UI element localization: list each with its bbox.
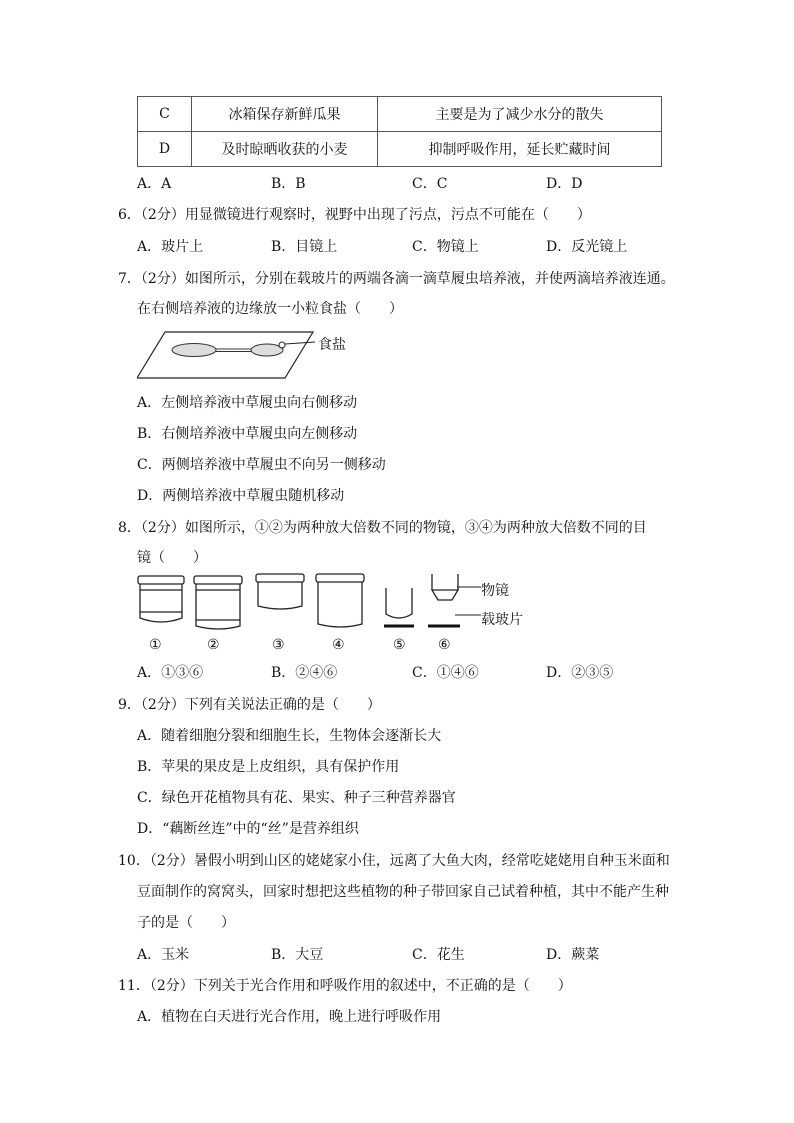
q10-stem-line1: 10．（2分）暑假小明到山区的姥姥家小住，远离了大鱼大肉，经常吃姥姥用自种玉米面和 xyxy=(118,853,670,869)
q11-stem: 11．（2分）下列关于光合作用和呼吸作用的叙述中，不正确的是（ ） xyxy=(118,978,572,994)
table-cell: D xyxy=(138,132,192,167)
slide-label: 载玻片 xyxy=(481,612,523,628)
table-cell: 冰箱保存新鲜瓜果 xyxy=(192,97,378,132)
q9-option-d: D．“藕断丝连”中的“丝”是营养组织 xyxy=(137,821,359,837)
q8-stem-line1: 8．（2分）如图所示，①②为两种放大倍数不同的物镜，③④为两种放大倍数不同的目 xyxy=(118,520,647,536)
q8-option-c: C．①④⑥ xyxy=(412,665,479,681)
q10-stem-line3: 子的是（ ） xyxy=(137,915,235,931)
q6-option-a: A．玻片上 xyxy=(137,239,204,255)
q10-option-a: A．玉米 xyxy=(137,947,190,963)
q9-stem: 9．（2分）下列有关说法正确的是（ ） xyxy=(118,697,381,713)
q9-option-a: A．随着细胞分裂和细胞生长，生物体会逐渐长大 xyxy=(137,728,442,744)
q6-option-b: B．目镜上 xyxy=(271,239,338,255)
q6-stem: 6．（2分）用显微镜进行观察时，视野中出现了污点，污点不可能在（ ） xyxy=(118,207,591,223)
q10-stem-line2: 豆面制作的窝窝头，回家时想把这些植物的种子带回家自己试着种植，其中不能产生种 xyxy=(137,884,669,900)
q10-option-d: D．蕨菜 xyxy=(546,947,600,963)
q9-option-c: C．绿色开花植物具有花、果实、种子三种营养器官 xyxy=(137,790,456,806)
answer-table xyxy=(137,96,662,167)
table-row xyxy=(138,97,662,132)
objective-label: 物镜 xyxy=(481,583,509,599)
figure-label-3: ③ xyxy=(272,637,285,653)
figure-label-5: ⑤ xyxy=(393,637,406,653)
q6-option-c: C．物镜上 xyxy=(412,239,479,255)
q5-option-b: B．B xyxy=(271,176,306,192)
q11-option-a: A．植物在白天进行光合作用，晚上进行呼吸作用 xyxy=(137,1009,442,1025)
figure-label-2: ② xyxy=(207,637,220,653)
figure-label-1: ① xyxy=(149,637,162,653)
q6-option-d: D．反光镜上 xyxy=(546,239,628,255)
q7-option-d: D．两侧培养液中草履虫随机移动 xyxy=(137,488,345,504)
figure-leader-lines xyxy=(455,585,485,625)
table-cell: 主要是为了减少水分的散失 xyxy=(378,97,662,132)
q5-option-a: A．A xyxy=(137,176,172,192)
q8-option-b: B．②④⑥ xyxy=(271,665,338,681)
figure-label-4: ④ xyxy=(332,637,345,653)
table-cell: 及时晾晒收获的小麦 xyxy=(192,132,378,167)
q8-option-d: D．②③⑤ xyxy=(546,665,614,681)
table-cell: 抑制呼吸作用，延长贮藏时间 xyxy=(378,132,662,167)
table-row xyxy=(138,132,662,167)
q7-option-a: A．左侧培养液中草履虫向右侧移动 xyxy=(137,395,358,411)
q8-stem-line2: 镜（ ） xyxy=(137,550,207,566)
q10-option-c: C．花生 xyxy=(412,947,465,963)
q10-option-b: B．大豆 xyxy=(271,947,324,963)
salt-label: 食盐 xyxy=(318,337,346,353)
q7-stem-line1: 7．（2分）如图所示，分别在载玻片的两端各滴一滴草履虫培养液，并使两滴培养液连通。 xyxy=(118,271,675,287)
q7-option-c: C．两侧培养液中草履虫不向另一侧移动 xyxy=(137,457,386,473)
q5-option-c: C．C xyxy=(412,176,448,192)
q9-option-b: B．苹果的果皮是上皮组织，具有保护作用 xyxy=(137,759,400,775)
q5-option-d: D．D xyxy=(546,176,583,192)
table-cell: C xyxy=(138,97,192,132)
q7-stem-line2: 在右侧培养液的边缘放一小粒食盐（ ） xyxy=(137,301,403,317)
figure-label-6: ⑥ xyxy=(438,637,451,653)
lens-figure xyxy=(130,572,470,634)
q7-option-b: B．右侧培养液中草履虫向左侧移动 xyxy=(137,426,358,442)
q8-option-a: A．①③⑥ xyxy=(137,665,204,681)
